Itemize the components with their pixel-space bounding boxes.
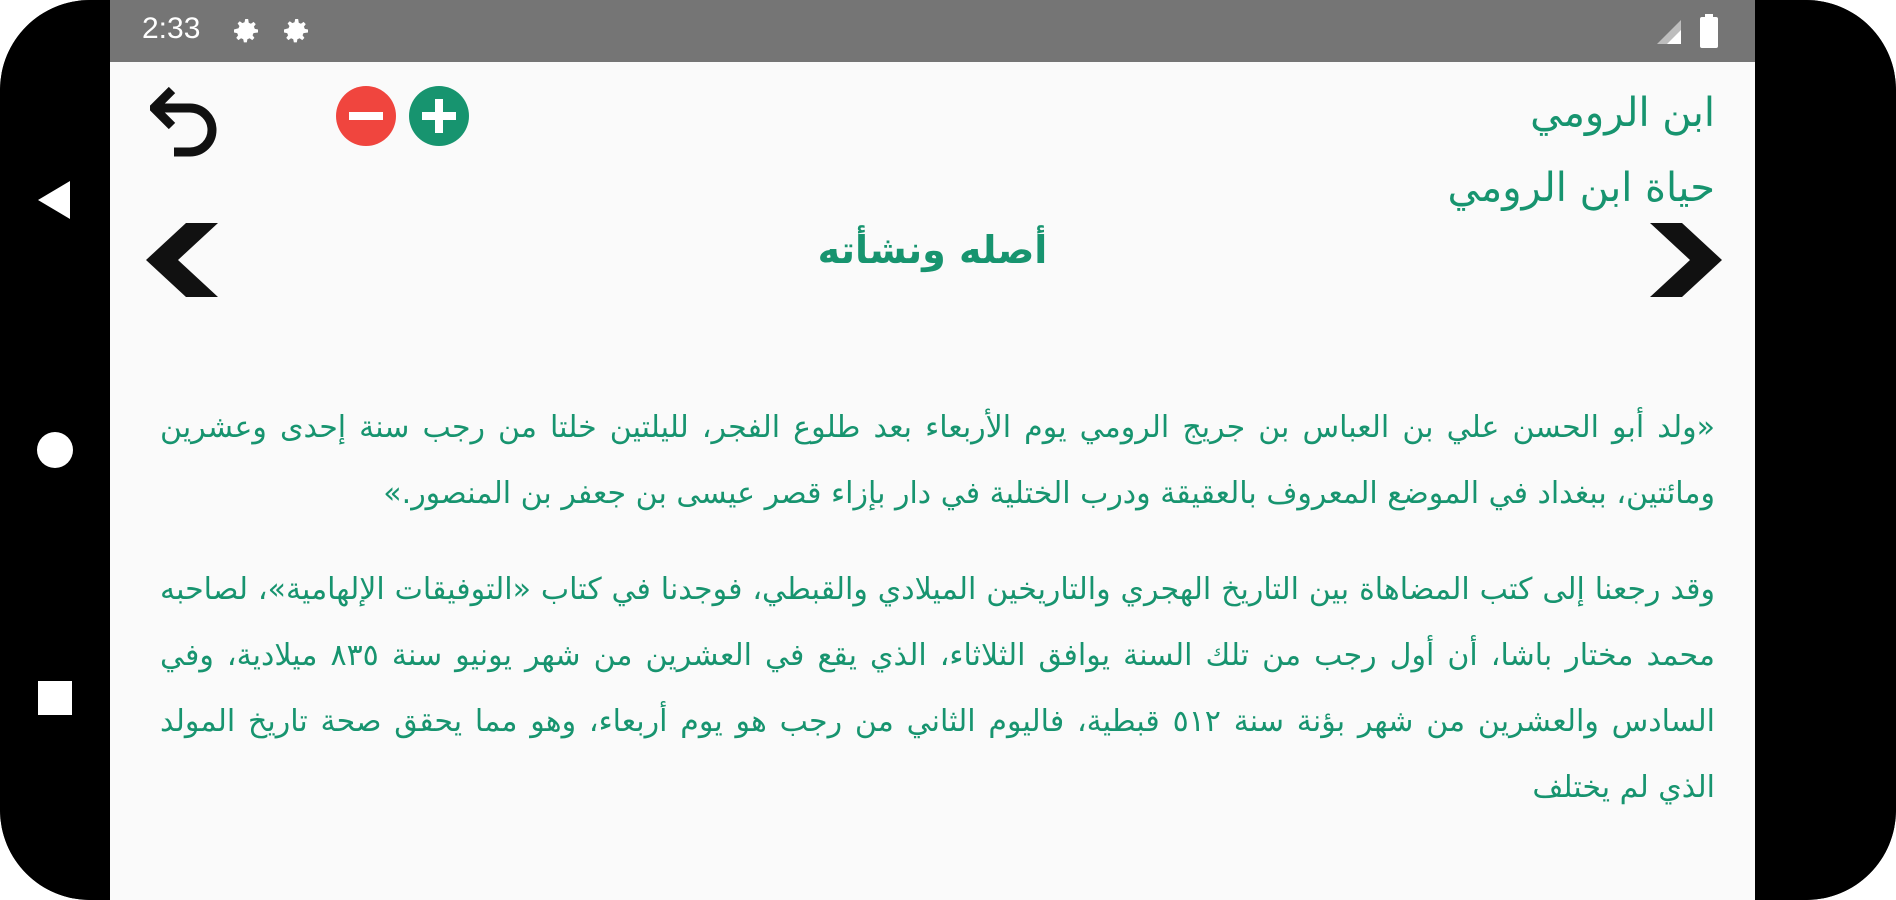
section-title: أصله ونشأته <box>817 228 1048 272</box>
paragraph: وقد رجعنا إلى كتب المضاهاة بين التاريخ الهجري والتاريخين الميلادي والقبطي، فوجدنا في كتاب «التوفيقات الإلهامية»، لصاحبه محمد مختار باشا، أن أول رجب من تلك السنة يوافق الثلاثاء، الذي يقع في العشرين من شهر يونيو سنة ٨٣٥ ميلادية، وفي السادس والعشرين من شهر بؤنة سنة ٥١٢ قبطية، فاليوم الثاني من رجب هو يوم أربعاء، وهو مما يحقق صحة تاريخ المولد الذي لم يختلف <box>160 572 1715 805</box>
chapter-title: حياة ابن الرومي <box>1447 165 1715 211</box>
battery-icon <box>1700 14 1718 48</box>
increase-font-button[interactable] <box>408 85 470 147</box>
system-navigation-bar <box>0 0 110 900</box>
gear-icon <box>280 15 312 47</box>
home-circle-icon[interactable] <box>30 425 80 475</box>
signal-icon <box>1655 18 1683 46</box>
status-time: 2:33 <box>142 12 201 45</box>
paragraph: «ولد أبو الحسن علي بن العباس بن جريج الرومي يوم الأربعاء بعد طلوع الفجر، لليلتين خلتا من رجب سنة إحدى وعشرين ومائتين، ببغداد في الموضع المعروف بالعقيقة ودرب الختلية في دار بإزاء قصر عيسى بن جعفر بن المنصور.» <box>160 410 1715 511</box>
decrease-font-button[interactable] <box>335 85 397 147</box>
recents-square-icon[interactable] <box>30 673 80 723</box>
back-triangle-icon[interactable] <box>30 175 80 225</box>
chevron-left-icon[interactable] <box>146 223 218 297</box>
device-bezel <box>1755 0 1896 900</box>
app-screen <box>110 0 1755 900</box>
undo-icon[interactable] <box>150 82 220 158</box>
status-bar <box>110 0 1755 62</box>
book-title: ابن الرومي <box>1530 90 1715 136</box>
gear-icon <box>230 15 262 47</box>
chapter-body-text <box>160 395 1715 860</box>
chevron-right-icon[interactable] <box>1650 223 1722 297</box>
